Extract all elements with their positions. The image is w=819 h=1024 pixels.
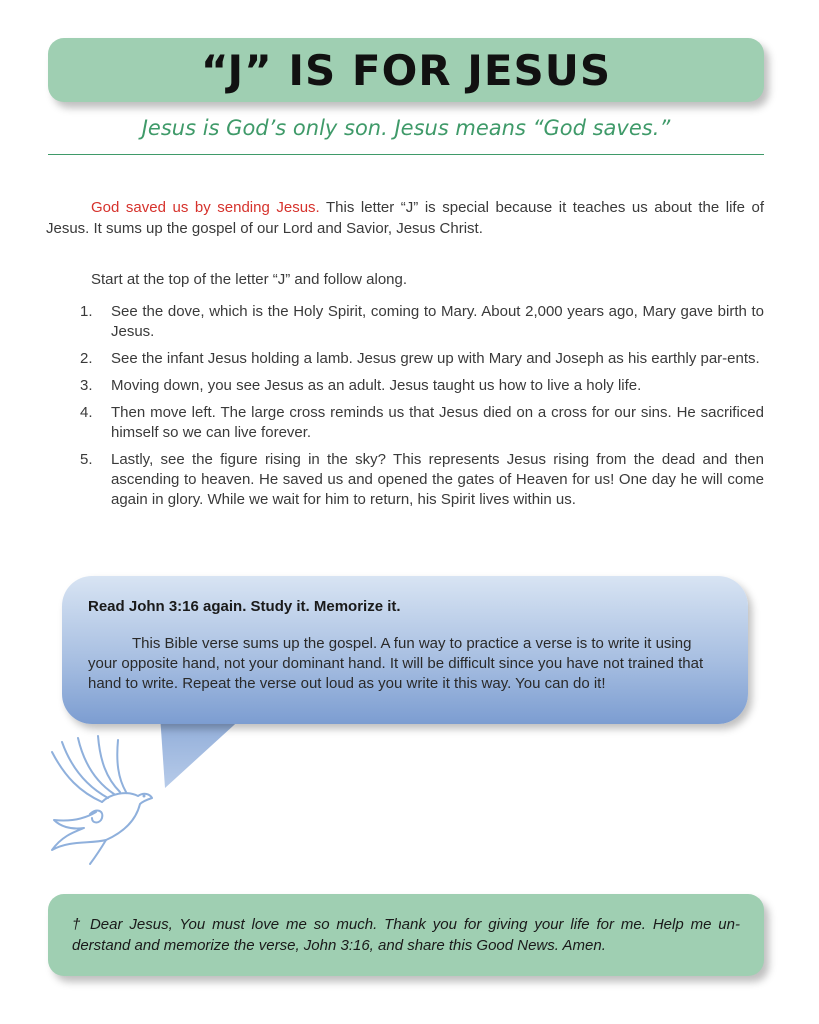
start-line: Start at the top of the letter “J” and follow along.	[91, 271, 408, 288]
intro-paragraph	[46, 197, 764, 239]
page-title: “J” IS FOR JESUS	[200, 45, 612, 95]
title-banner	[48, 38, 764, 102]
dove-icon	[40, 732, 170, 872]
page-subtitle: Jesus is God’s only son. Jesus means “God saves.”	[141, 116, 671, 140]
callout-body: This Bible verse sums up the gospel. A fun way to practice a verse is to write it using your opposite hand, not your dominant hand. It will be difficult since you have not trained that hand to write. Repeat the verse out loud as you write it this way. You can do it!	[88, 635, 704, 692]
list-item	[80, 376, 764, 396]
step-number: 3.	[80, 377, 93, 394]
step-number: 4.	[80, 404, 93, 421]
callout-heading: Read John 3:16 again. Study it. Memorize it.	[88, 598, 401, 615]
divider	[48, 154, 764, 155]
step-text: See the infant Jesus holding a lamb. Jesus grew up with Mary and Joseph as his earthly par-ents.	[111, 350, 760, 367]
steps-list	[80, 302, 764, 517]
step-number: 1.	[80, 303, 93, 320]
list-item	[80, 403, 764, 443]
list-item	[80, 450, 764, 510]
step-text: Moving down, you see Jesus as an adult. Jesus taught us how to live a holy life.	[111, 377, 642, 394]
step-number: 2.	[80, 350, 93, 367]
step-text: Then move left. The large cross reminds us that Jesus died on a cross for our sins. He sacrificed himself so we can live forever.	[111, 404, 764, 441]
list-item	[80, 302, 764, 342]
step-number: 5.	[80, 451, 93, 468]
step-text: See the dove, which is the Holy Spirit, coming to Mary. About 2,000 years ago, Mary gave birth to Jesus.	[111, 303, 764, 340]
intro-text: This letter “J” is special because it teaches us about the life of Jesus. It sums up the gospel of our Lord and Savior, Jesus Christ.	[46, 199, 765, 237]
prayer-text: † Dear Jesus, You must love me so much. Thank you for giving your life for me. Help me un-derstand and memorize the verse, John 3:16, and share this Good News. Amen.	[72, 916, 740, 954]
list-item	[80, 349, 764, 369]
intro-highlight: God saved us by sending Jesus.	[91, 199, 320, 216]
step-text: Lastly, see the figure rising in the sky? This represents Jesus rising from the dead and then ascending to heaven. He saved us and opened the gates of Heaven for us! One day he will come again in glory. While we wait for him to return, his Spirit lives within us.	[111, 451, 764, 508]
